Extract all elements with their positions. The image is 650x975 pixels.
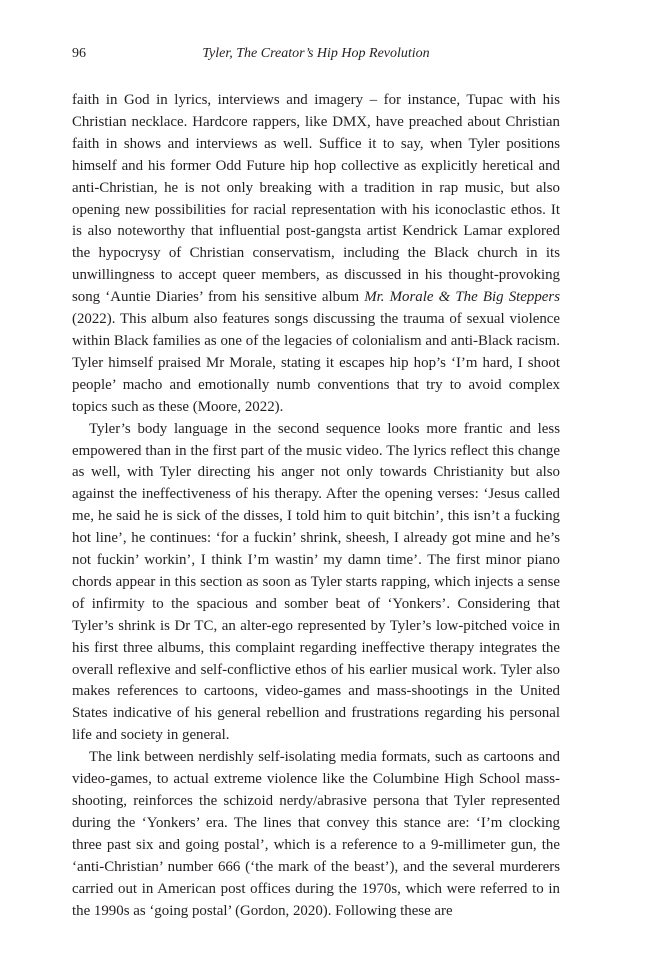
text-segment: faith in God in lyrics, interviews and imagery – for instance, Tupac with his Christian necklace. Hardcore rappers, like DMX, have preached about Christian faith in shows and interviews as well. Suffice it to say, when Tyler positions himself and his former Odd Future hip hop collective as explicitly heretical and anti-Christian, he is not only breaking with a tradition in rap music, but also opening new possibilities for racial representation with his iconoclastic ethos. It is also noteworthy that influential post-gangsta artist Kendrick Lamar explored the hypocrysy of Christian conservatism, including the Black church in its unwillingness to accept queer members, as discussed in his thought-provoking song ‘Auntie Diaries’ from his sensitive album <box>72 92 560 306</box>
page-number: 96 <box>72 46 86 61</box>
paragraph <box>72 419 560 748</box>
paragraph <box>72 747 560 922</box>
running-head: Tyler, The Creator’s Hip Hop Revolution <box>202 46 430 61</box>
album-title: Mr. Morale & The Big Steppers <box>364 289 560 306</box>
text-segment: The link between nerdishly self-isolating media formats, such as cartoons and video-games, to actual extreme violence like the Columbine High School mass-shooting, reinforces the schizoid nerdy/abrasive persona that Tyler represented during the ‘Yonkers’ era. The lines that convey this stance are: ‘I’m clocking three past six and going postal’, which is a reference to a 9-millimeter gun, the ‘anti-Christian’ number 666 (‘the mark of the beast’), and the several murderers carried out in American post offices during the 1970s, which were referred to in the 1990s as ‘going postal’ (Gordon, 2020). Following these are <box>72 749 560 919</box>
paragraph <box>72 90 560 419</box>
page-header <box>72 46 560 66</box>
body-text <box>72 90 560 922</box>
text-segment: (2022). This album also features songs discussing the trauma of sexual violence within Black families as one of the legacies of colonialism and anti-Black racism. Tyler himself praised Mr Morale, stating it escapes hip hop’s ‘I’m hard, I shoot people’ macho and emotionally numb conventions that try to avoid complex topics such as these (Moore, 2022). <box>72 311 560 415</box>
text-segment: Tyler’s body language in the second sequence looks more frantic and less empowered than in the first part of the music video. The lyrics reflect this change as well, with Tyler directing his anger not only towards Christianity but also against the ineffectiveness of his therapy. After the opening verses: ‘Jesus called me, he said he is sick of the disses, I told him to quit bitchin’, this isn’t a fucking hot line’, he continues: ‘for a fuckin’ shrink, sheesh, I already got mine and he’s not fuckin’ workin’, I think I’m wastin’ my damn time’. The first minor piano chords appear in this section as soon as Tyler starts rapping, which injects a sense of infirmity to the spacious and somber beat of ‘Yonkers’. Considering that Tyler’s shrink is Dr TC, an alter-ego represented by Tyler’s low-pitched voice in his first three albums, this complaint regarding ineffective therapy integrates the overall reflexive and self-conflictive ethos of his earlier musical work. Tyler also makes references to cartoons, video-games and mass-shootings in the United States indicative of his general rebellion and frustrations regarding his personal life and society in general. <box>72 420 560 744</box>
